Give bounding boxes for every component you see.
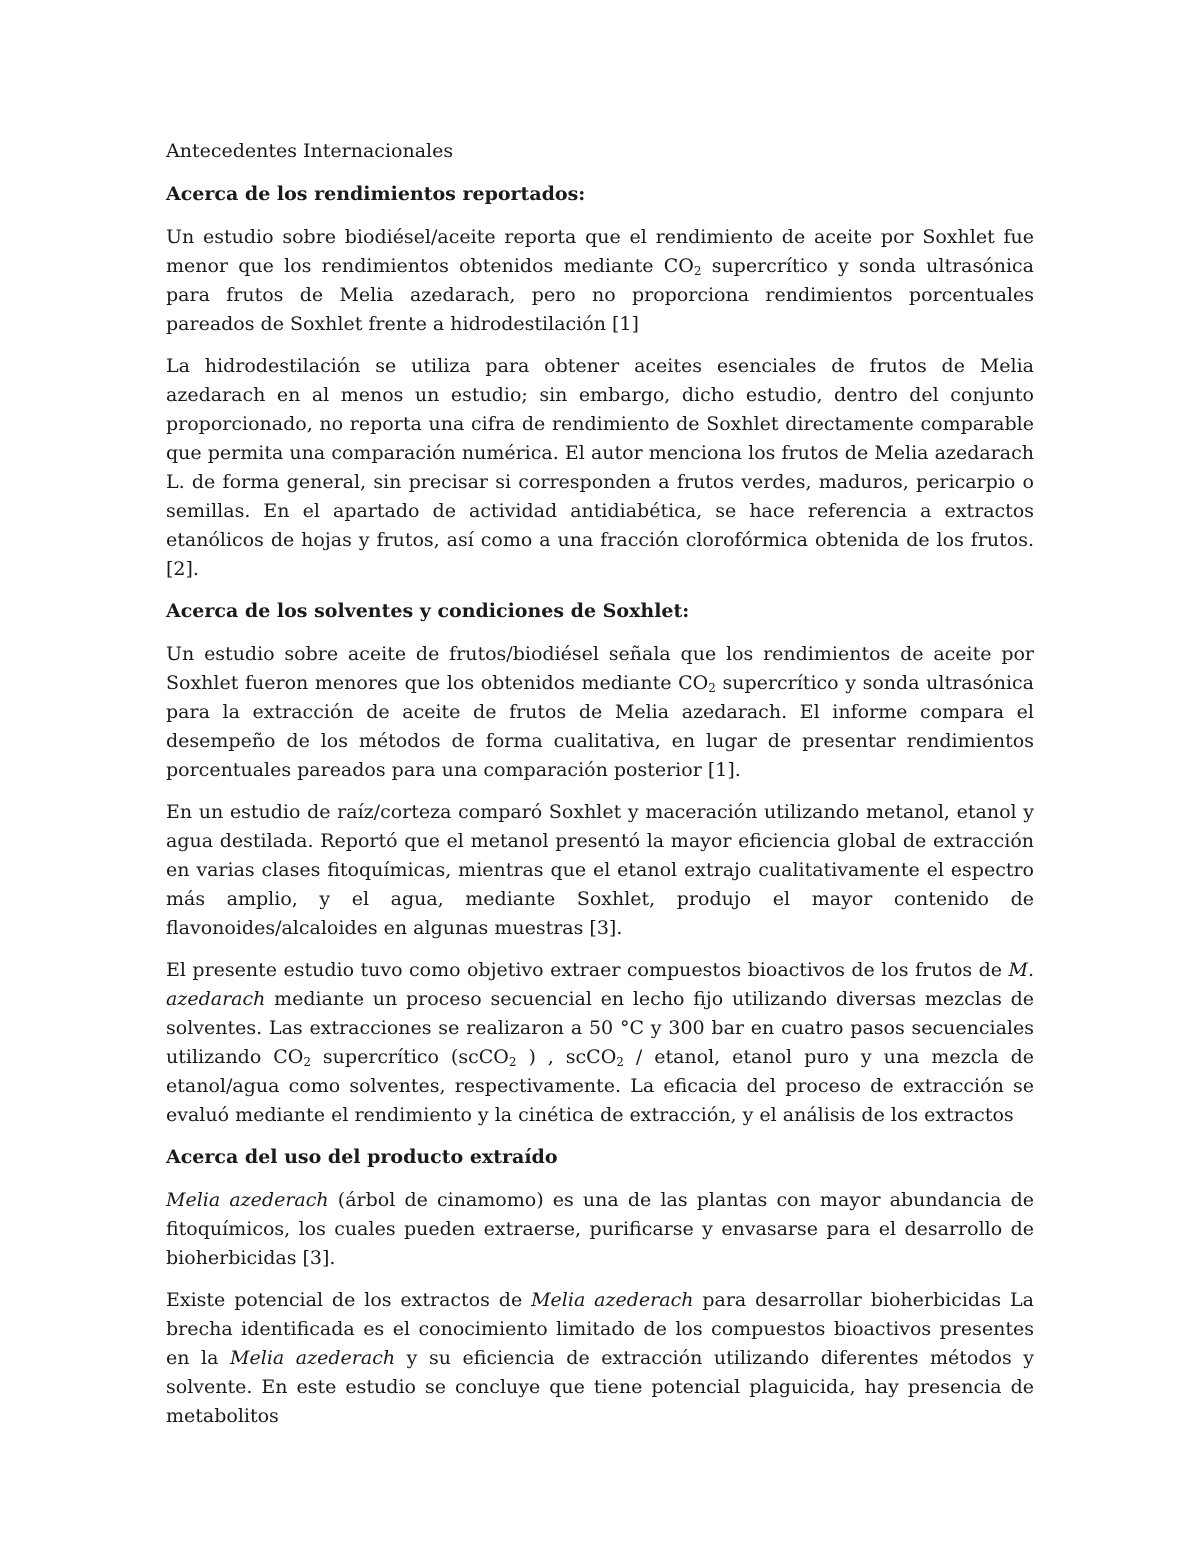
paragraph-5-text-d: ) , scCO bbox=[516, 1046, 617, 1068]
subscript: 2 bbox=[693, 264, 702, 278]
paragraph-5 bbox=[166, 956, 1034, 1130]
paragraph-2: La hidrodestilación se utiliza para obtener aceites esenciales de frutos de Melia azedarach en al menos un estudio; sin embargo, dicho estudio, dentro del conjunto proporcionado, no reporta una cifra de rendimiento de Soxhlet directamente comparable que permita una comparación numérica. El autor menciona los frutos de Melia azedarach L. de forma general, sin precisar si corresponden a frutos verdes, maduros, pericarpio o semillas. En el apartado de actividad antidiabética, se hace referencia a extractos etanólicos de hojas y frutos, así como a una fracción clorofórmica obtenida de los frutos. [2]. bbox=[166, 355, 1034, 580]
paragraph-1-text-a: Un estudio sobre biodiésel/aceite reporta que el rendimiento de aceite por Soxhlet fue menor que los rendimientos obtenidos mediante CO bbox=[166, 226, 1034, 277]
paragraph-7-text-b: para desarrollar bioherbicidas La brecha identificada es el conocimiento limitado de los compuestos bioactivos presentes en la bbox=[166, 1289, 1034, 1369]
subscript: 2 bbox=[508, 1055, 517, 1069]
species-name-italic: Melia azederach bbox=[230, 1347, 396, 1369]
species-name-italic: Melia azederach bbox=[166, 1189, 329, 1211]
paragraph-1 bbox=[166, 223, 1034, 339]
species-name-italic: Melia azederach bbox=[531, 1289, 694, 1311]
section-heading-solventes: Acerca de los solventes y condiciones de Soxhlet: bbox=[166, 600, 690, 622]
document-body bbox=[166, 137, 1034, 1444]
paragraph-5-text-b: mediante un proceso secuencial en lecho fijo utilizando diversas mezclas de solventes. Las extracciones se realizaron a 50 °C y 300 bar en cuatro pasos secuenciales utilizando CO bbox=[166, 988, 1034, 1068]
document-title: Antecedentes Internacionales bbox=[166, 140, 454, 162]
paragraph-1-text-b: supercrítico y sonda ultrasónica para frutos de Melia azedarach, pero no proporciona rendimientos porcentuales pareados de Soxhlet frente a hidrodestilación [1] bbox=[166, 255, 1034, 335]
paragraph-6 bbox=[166, 1186, 1034, 1273]
paragraph-4: En un estudio de raíz/corteza comparó Soxhlet y maceración utilizando metanol, etanol y agua destilada. Reportó que el metanol presentó la mayor eficiencia global de extracción en varias clases fitoquímicas, mientras que el etanol extrajo cualitativamente el espectro más amplio, y el agua, mediante Soxhlet, produjo el mayor contenido de flavonoides/alcaloides en algunas muestras [3]. bbox=[166, 801, 1034, 939]
paragraph-3-text-a: Un estudio sobre aceite de frutos/biodiésel señala que los rendimientos de aceite por Soxhlet fueron menores que los obtenidos mediante CO bbox=[166, 643, 1034, 694]
paragraph-5-text-c: supercrítico (scCO bbox=[310, 1046, 509, 1068]
paragraph-7-text-c: y su eficiencia de extracción utilizando diferentes métodos y solvente. En este estudio se concluye que tiene potencial plaguicida, hay presencia de metabolitos bbox=[166, 1347, 1035, 1427]
section-heading-uso: Acerca del uso del producto extraído bbox=[166, 1146, 558, 1168]
species-name-italic: M. azedarach bbox=[166, 959, 1034, 1010]
section-heading-rendimientos: Acerca de los rendimientos reportados: bbox=[166, 183, 586, 205]
subscript: 2 bbox=[616, 1055, 624, 1069]
subscript: 2 bbox=[303, 1055, 311, 1069]
subscript: 2 bbox=[708, 681, 716, 695]
paragraph-5-text-e: / etanol, etanol puro y una mezcla de etanol/agua como solventes, respectivamente. La eficacia del proceso de extracción se evaluó mediante el rendimiento y la cinética de extracción, y el análisis de los extractos bbox=[166, 1046, 1035, 1126]
paragraph-3 bbox=[166, 640, 1034, 785]
paragraph-6-text-a: (árbol de cinamomo) es una de las plantas con mayor abundancia de fitoquímicos, los cuales pueden extraerse, purificarse y envasarse para el desarrollo de bioherbicidas [3]. bbox=[166, 1189, 1034, 1269]
paragraph-3-text-b: supercrítico y sonda ultrasónica para la extracción de aceite de frutos de Melia azedarach. El informe compara el desempeño de los métodos de forma cualitativa, en lugar de presentar rendimientos porcentuales pareados para una comparación posterior [1]. bbox=[166, 672, 1034, 781]
paragraph-7-text-a: Existe potencial de los extractos de bbox=[166, 1289, 532, 1311]
paragraph-5-text-a: El presente estudio tuvo como objetivo extraer compuestos bioactivos de los frutos de bbox=[166, 959, 1009, 981]
paragraph-7 bbox=[166, 1286, 1034, 1431]
